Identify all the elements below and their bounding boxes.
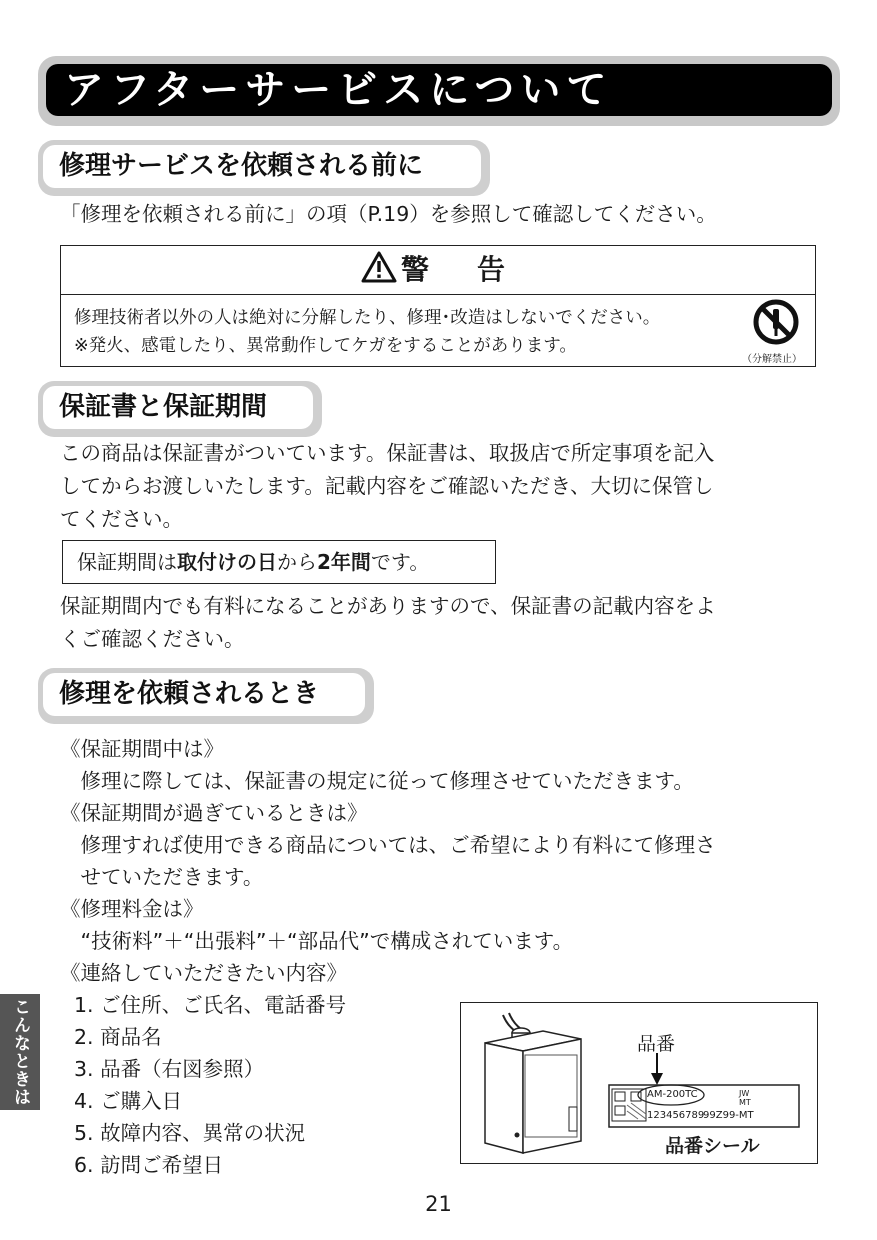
warranty-start-emphasis: 取付けの日 [177, 550, 277, 574]
warranty-note-line: 保証期間内でも有料になることがありますので、保証書の記載内容をよ [60, 594, 716, 618]
model-label-caption: 品番シール [665, 1135, 760, 1157]
section-heading-before-repair [38, 140, 490, 196]
label-mt: MT [739, 1098, 751, 1107]
contact-list-item: 5. 故障内容、異常の状況 [74, 1121, 306, 1145]
repair-info-line: 《連絡していただきたい内容》 [60, 961, 347, 985]
warning-triangle-icon [361, 251, 397, 283]
repair-info-line: 《修理料金は》 [60, 897, 204, 921]
warranty-box-text: です。 [370, 550, 430, 574]
warning-line-2: ※発火、感電したり、異常動作してケガをすることがあります。 [74, 336, 577, 356]
side-tab-troubleshooting: こんなときは [0, 994, 40, 1110]
no-disassembly-caption: （分解禁止） [742, 354, 802, 365]
section-heading-request-repair [38, 668, 374, 724]
before-repair-text: 「修理を依頼される前に」の項（P.19）を参照して確認してください。 [60, 202, 717, 226]
page-title-banner [38, 56, 840, 126]
contact-list-item: 6. 訪問ご希望日 [74, 1153, 224, 1177]
repair-info-line: 修理すれば使用できる商品については、ご希望により有料にて修理さ [60, 833, 716, 857]
contact-list-item: 2. 商品名 [74, 1025, 162, 1049]
warning-title: 警 告 [400, 253, 515, 286]
warranty-paragraph-line: この商品は保証書がついています。保証書は、取扱店で所定事項を記入 [60, 441, 715, 465]
label-jw: JW [739, 1089, 750, 1098]
page-title: アフターサービスについて [46, 64, 832, 116]
product-unit-illustration [461, 1003, 817, 1163]
warranty-box-text: 保証期間は [77, 550, 177, 574]
contact-list-item: 3. 品番（右図参照） [74, 1057, 265, 1081]
repair-info-line: 《保証期間が過ぎているときは》 [60, 801, 368, 825]
model-number-callout: 品番 [637, 1033, 676, 1055]
model-number-text: AM-200TC [647, 1089, 698, 1100]
repair-info-line: 《保証期間中は》 [60, 737, 224, 761]
section-heading-text: 修理を依頼されるとき [43, 673, 365, 716]
serial-number-text: 123456789 [647, 1110, 705, 1121]
warranty-paragraph-line: てください。 [60, 507, 183, 531]
warranty-box-text: から [277, 550, 317, 574]
warranty-period-box [62, 540, 496, 584]
section-heading-text: 保証書と保証期間 [43, 386, 313, 429]
repair-info-line: 修理に際しては、保証書の規定に従って修理させていただきます。 [60, 769, 694, 793]
section-heading-text: 修理サービスを依頼される前に [43, 145, 481, 188]
product-code-text: 99Z99-MT [703, 1110, 754, 1121]
warning-line-1: 修理技術者以外の人は絶対に分解したり、修理･改造はしないでください。 [74, 308, 661, 328]
repair-info-line: せていただきます。 [60, 865, 264, 889]
repair-info-line: “技術料”＋“出張料”＋“部品代”で構成されています。 [60, 929, 574, 953]
warranty-duration-emphasis: 2年間 [317, 550, 371, 574]
contact-list-item: 1. ご住所、ご氏名、電話番号 [74, 993, 347, 1017]
contact-list-item: 4. ご購入日 [74, 1089, 183, 1113]
model-label-figure [460, 1002, 818, 1164]
warning-header [61, 246, 815, 295]
warranty-note-line: くご確認ください。 [60, 627, 245, 651]
warranty-paragraph-line: してからお渡しいたします。記載内容をご確認いただき、大切に保管し [60, 474, 714, 498]
section-heading-warranty [38, 381, 322, 437]
no-disassembly-icon [752, 298, 800, 346]
page-number: 21 [425, 1192, 452, 1216]
